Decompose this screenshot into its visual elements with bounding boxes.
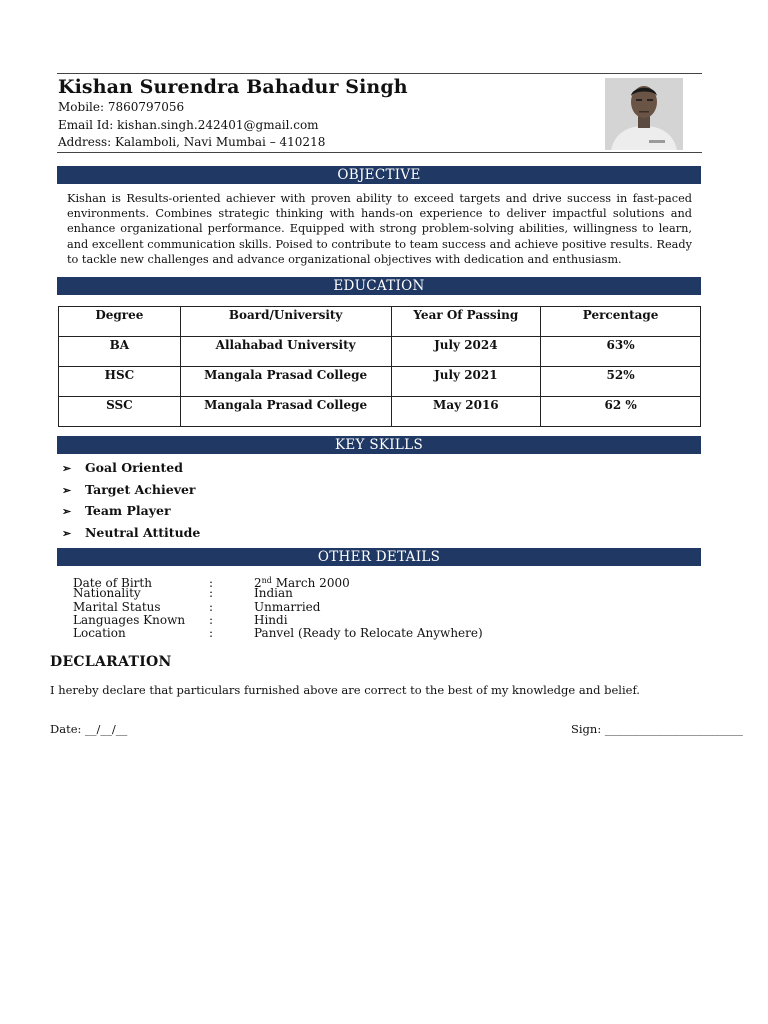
table-cell: Allahabad University — [180, 337, 391, 367]
detail-value: Hindi — [254, 612, 288, 627]
detail-label: Languages Known — [73, 612, 186, 627]
arrow-bullet-icon: ➢ — [62, 505, 72, 518]
education-heading: EDUCATION — [57, 277, 701, 295]
objective-text: Kishan is Results-oriented achiever with proven ability to exceed targets and drive success in fast-paced environments. Combines strategic thinking with hands-on experience to deliver impactful solutions and enhance organizational performance. Equipped with strong problem-solving abilities, willingness to learn, and excellent communication skills. Poised to contribute to team success and achieve positive results. Ready to tackle new challenges and advance organizational objectives with dedication and enthusiasm. — [67, 192, 692, 266]
candidate-name: Kishan Surendra Bahadur Singh — [58, 76, 408, 98]
table-header-row — [59, 307, 701, 337]
detail-value: Indian — [254, 586, 293, 601]
table-header-cell: Degree — [59, 307, 181, 337]
detail-row-dob — [73, 574, 483, 590]
table-header-cell: Percentage — [541, 307, 701, 337]
profile-photo-image — [605, 78, 683, 150]
table-cell: BA — [59, 337, 181, 367]
list-item — [62, 525, 200, 547]
detail-value: Panvel (Ready to Relocate Anywhere) — [254, 626, 483, 641]
email-text: Email Id: kishan.singh.242401@gmail.com — [58, 117, 319, 132]
objective-heading: OBJECTIVE — [57, 166, 701, 184]
table-cell: 62 % — [541, 397, 701, 427]
skill-label: Goal Oriented — [85, 460, 183, 475]
declaration-text: I hereby declare that particulars furnished above are correct to the best of my knowledge and belief. — [50, 683, 640, 697]
dob-day: 2 — [254, 576, 262, 590]
declaration-heading: DECLARATION — [50, 654, 172, 670]
date-field: Date: __/__/__ — [50, 722, 128, 736]
dob-rest: March 2000 — [271, 576, 350, 590]
detail-label: Marital Status — [73, 599, 161, 614]
table-row — [59, 397, 701, 427]
list-item — [62, 482, 200, 504]
table-cell: July 2021 — [391, 367, 541, 397]
arrow-bullet-icon: ➢ — [62, 462, 72, 475]
table-cell: Mangala Prasad College — [180, 367, 391, 397]
skill-label: Team Player — [85, 503, 171, 518]
skill-label: Target Achiever — [85, 481, 196, 497]
table-row — [59, 367, 701, 397]
key-skills-heading: KEY SKILLS — [57, 436, 701, 454]
detail-label: Nationality — [73, 586, 141, 601]
detail-row-marital-status — [73, 601, 483, 614]
detail-colon: : — [209, 576, 214, 590]
table-header-cell: Board/University — [180, 307, 391, 337]
detail-label: Location — [73, 626, 126, 641]
address-text: Address: Kalamboli, Navi Mumbai – 410218 — [58, 135, 326, 149]
table-row — [59, 337, 701, 367]
detail-row-location — [73, 627, 483, 640]
header-bottom-rule — [57, 152, 702, 153]
table-cell: HSC — [59, 367, 181, 397]
mobile-text: Mobile: 7860797056 — [58, 100, 185, 114]
detail-colon: : — [209, 599, 214, 614]
other-details-list — [73, 574, 483, 640]
detail-colon: : — [209, 612, 214, 627]
arrow-bullet-icon: ➢ — [62, 483, 72, 497]
skill-label: Neutral Attitude — [85, 524, 201, 540]
list-item — [62, 503, 200, 525]
detail-value: Unmarried — [254, 599, 321, 614]
detail-row-nationality — [73, 587, 483, 600]
list-item — [62, 460, 200, 482]
detail-row-languages — [73, 614, 483, 627]
dob-suffix: nd — [261, 576, 272, 585]
table-header-cell: Year Of Passing — [391, 307, 541, 337]
arrow-bullet-icon: ➢ — [62, 526, 72, 540]
header-top-rule — [57, 73, 702, 74]
education-table — [58, 306, 701, 427]
profile-photo — [605, 78, 683, 150]
table-cell: 52% — [541, 367, 701, 397]
table-cell: 63% — [541, 337, 701, 367]
detail-label: Date of Birth — [73, 576, 152, 590]
skills-list — [62, 460, 200, 546]
table-cell: May 2016 — [391, 397, 541, 427]
detail-colon: : — [209, 586, 214, 601]
other-details-heading: OTHER DETAILS — [57, 548, 701, 566]
table-cell: SSC — [59, 397, 181, 427]
table-cell: July 2024 — [391, 337, 541, 367]
signature-field: Sign: ________________________ — [571, 722, 743, 736]
table-cell: Mangala Prasad College — [180, 397, 391, 427]
detail-colon: : — [209, 626, 214, 641]
